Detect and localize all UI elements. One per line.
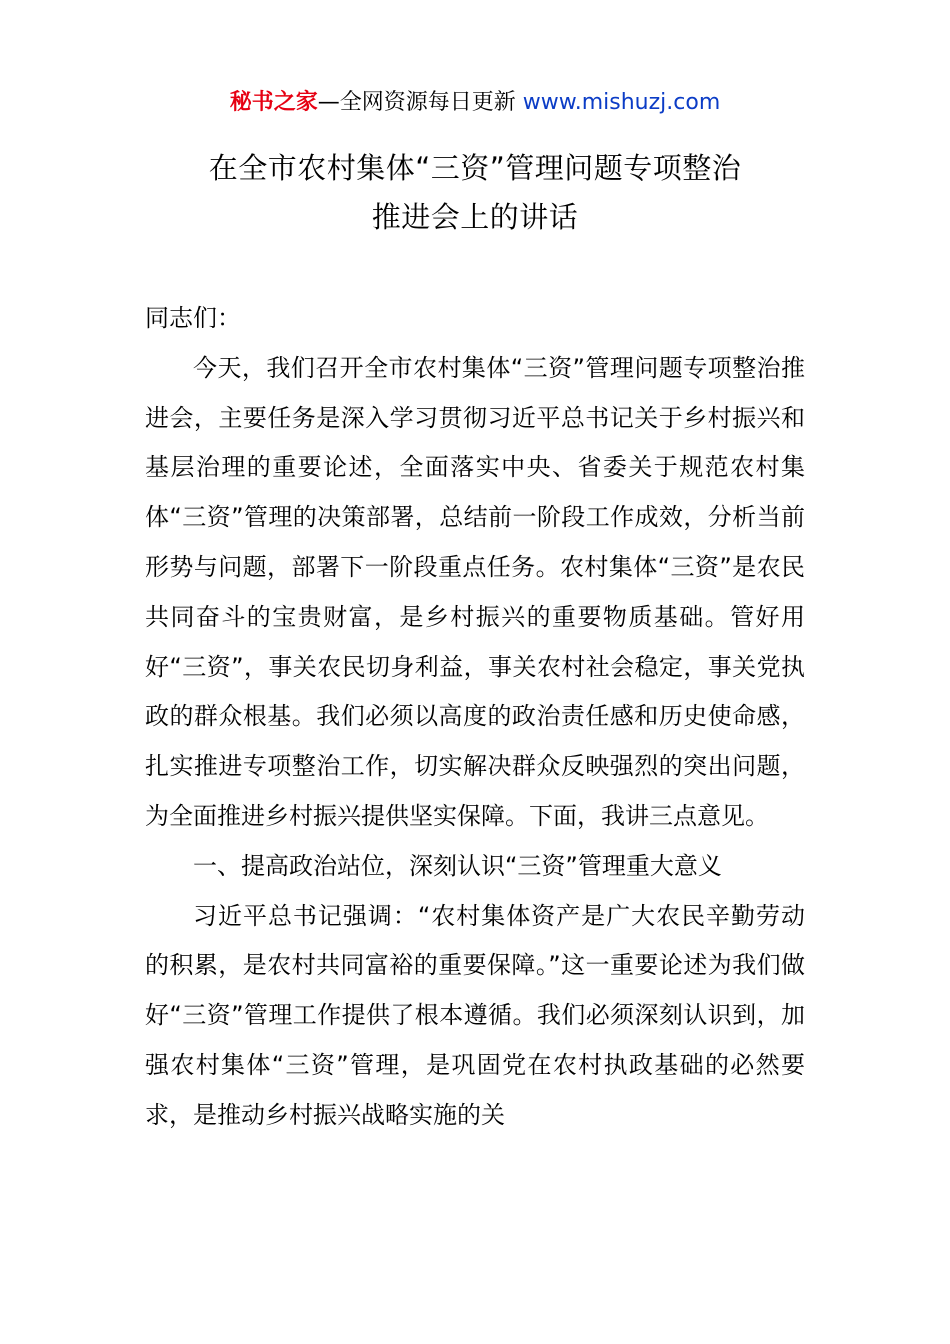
section-heading-1: 一、提高政治站位，深刻认识“三资”管理重大意义 bbox=[193, 851, 722, 880]
document-title bbox=[0, 144, 950, 242]
document-body bbox=[145, 294, 805, 1141]
paragraph-intro: 今天，我们召开全市农村集体“三资”管理问题专项整治推进会，主要任务是深入学习贯彻习近平总书记关于乡村振兴和基层治理的重要论述，全面落实中央、省委关于规范农村集体“三资”管理的决策部署，总结前一阶段工作成效，分析当前形势与问题，部署下一阶段重点任务。农村集体“三资”是农民共同奋斗的宝贵财富，是乡村振兴的重要物质基础。管好用好“三资”，事关农民切身利益，事关农村社会稳定，事关党执政的群众根基。我们必须以高度的政治责任感和历史使命感，扎实推进专项整治工作，切实解决群众反映强烈的突出问题，为全面推进乡村振兴提供坚实保障。下面，我讲三点意见。 bbox=[145, 353, 805, 830]
site-brand: 秘书之家 bbox=[229, 90, 318, 115]
paragraph-section-1: 习近平总书记强调：“农村集体资产是广大农民辛勤劳动的积累，是农村共同富裕的重要保障。”这一重要论述为我们做好“三资”管理工作提供了根本遵循。我们必须深刻认识到，加强农村集体“三资”管理，是巩固党在农村执政基础的必然要求，是推动乡村振兴战略实施的关 bbox=[145, 901, 805, 1129]
site-header bbox=[0, 88, 950, 118]
title-line-2: 推进会上的讲话 bbox=[371, 200, 579, 234]
site-url-link[interactable]: www.mishuzj.com bbox=[522, 90, 721, 115]
greeting: 同志们： bbox=[145, 304, 241, 332]
site-tagline: —全网资源每日更新 bbox=[317, 90, 516, 115]
title-line-1: 在全市农村集体“三资”管理问题专项整治 bbox=[208, 151, 742, 185]
